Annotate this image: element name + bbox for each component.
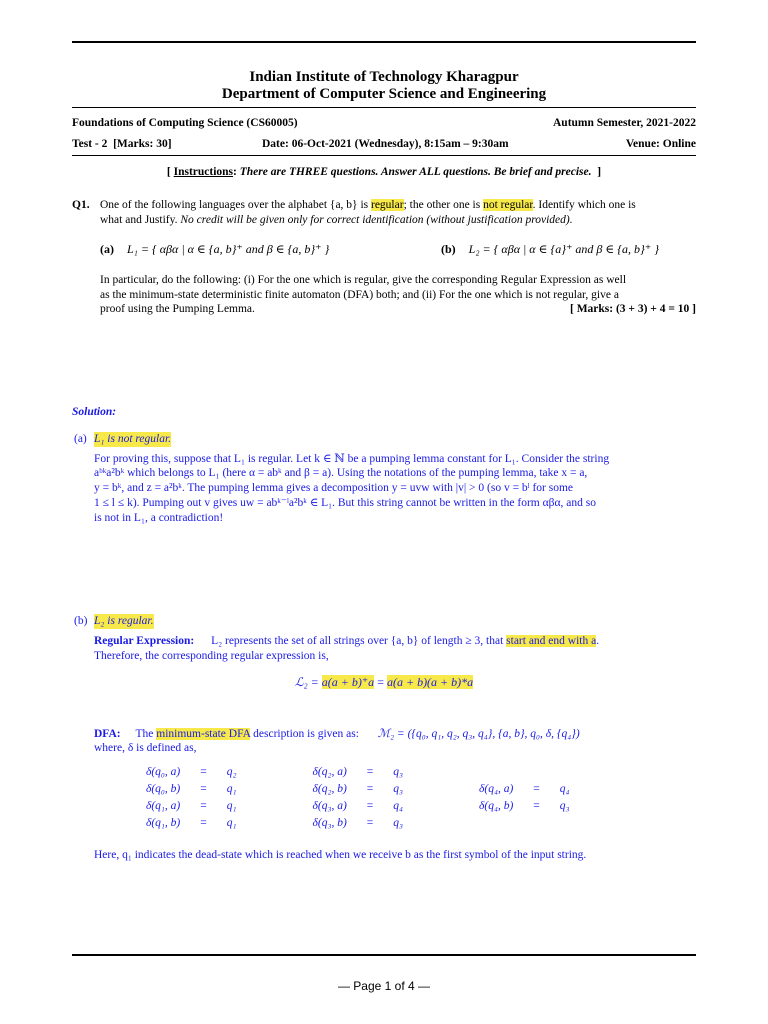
test-date: Date: 06-Oct-2021 (Wednesday), 8:15am – 9:30am — [262, 138, 509, 150]
delta-cell: = — [200, 817, 207, 829]
delta-cell: δ(q₂, a) — [312, 766, 347, 778]
language-l2: L₂ = { αβα | α ∈ {a}⁺ and β ∈ {a, b}⁺ } — [468, 242, 659, 256]
page-footer: — Page 1 of 4 — — [337, 979, 431, 993]
venue: Venue: Online — [625, 138, 696, 150]
delta-cell: = — [366, 800, 374, 812]
course-name: Foundations of Computing Science (CS60005) — [72, 117, 298, 129]
delta-cell: δ(q₁, b) — [146, 817, 181, 829]
delta-cell: = — [366, 783, 374, 795]
delta-cell: = — [200, 800, 207, 812]
department-title: Department of Computer Science and Engineering — [221, 86, 547, 102]
option-b: (b) L₂ = { αβα | α ∈ {a}⁺ and β ∈ {a, b}⁺ } — [441, 242, 659, 256]
delta-cell — [409, 764, 519, 781]
delta-cell — [519, 815, 554, 832]
solution-a-line-1: For proving this, suppose that L₁ is regular. Let k ∈ ℕ be a pumping lemma constant for L₁. Consider the string — [94, 453, 610, 465]
delta-cell: q₃ — [393, 783, 404, 795]
top-rule — [72, 41, 696, 43]
start-end-highlight: start and end with a — [506, 635, 597, 647]
dfa-line-1: DFA: The minimum-state DFA description is given as: ℳ₂ = ({q₀, q₁, q₂, q₃, q₄}, {a, b}, q₀, δ, {q₄}) — [94, 728, 580, 740]
delta-cell: = — [366, 817, 374, 829]
instructions-label: Instructions — [173, 166, 234, 178]
institute-title: Indian Institute of Technology Kharagpur — [249, 69, 519, 85]
delta-cell: q₂ — [226, 766, 237, 778]
option-a: (a) L₁ = { αβα | α ∈ {a, b}⁺ and β ∈ {a, b}⁺ } — [100, 242, 330, 256]
delta-row — [140, 815, 576, 832]
task-line-2: as the minimum-state deterministic finite automaton (DFA) both; and (ii) For the one which is not regular, give a — [100, 289, 619, 301]
delta-cell: q₁ — [226, 800, 237, 812]
delta-cell: q₃ — [393, 766, 404, 778]
solution-a-label: (a) — [74, 433, 87, 445]
delta-cell: = — [533, 800, 540, 812]
solution-a-line-5: is not in L₁, a contradiction! — [94, 512, 224, 524]
not-regular-highlight: not regular — [483, 199, 533, 211]
delta-cell: = — [200, 783, 207, 795]
delta-cell: q₄ — [559, 783, 570, 795]
semester: Autumn Semester, 2021-2022 — [553, 117, 696, 129]
delta-cell: = — [366, 766, 374, 778]
regex-formula-2: a(a + b)(a + b)*a — [386, 675, 474, 689]
delta-cell: q₁ — [226, 817, 237, 829]
delta-cell: = — [200, 766, 207, 778]
language-l1: L₁ = { αβα | α ∈ {a, b}⁺ and β ∈ {a, b}⁺ } — [127, 242, 330, 256]
delta-row — [140, 764, 576, 781]
regex-formula: ℒ₂ = a(a + b)⁺a = a(a + b)(a + b)*a — [294, 675, 474, 689]
delta-cell — [554, 764, 576, 781]
delta-row — [140, 781, 576, 798]
delta-cell: δ(q₀, a) — [146, 766, 181, 778]
delta-cell: δ(q₄, b) — [479, 800, 514, 812]
delta-cell: δ(q₃, b) — [312, 817, 347, 829]
min-dfa-highlight: minimum-state DFA — [156, 728, 251, 740]
solution-a-heading: L₁ is not regular. — [94, 433, 172, 445]
regular-highlight: regular — [371, 199, 404, 211]
solution-title: Solution: — [72, 406, 117, 418]
question-line-2: what and Justify. No credit will be given only for correct identification (without justification provided). — [100, 214, 573, 226]
course-rule — [72, 155, 696, 156]
regex-line-2: Therefore, the corresponding regular expression is, — [94, 650, 329, 662]
dfa-label: DFA: — [94, 728, 121, 740]
course-row — [72, 116, 696, 131]
task-line-1: In particular, do the following: (i) For the one which is regular, give the corresponding Regular Expression as well — [100, 274, 627, 286]
delta-cell — [409, 815, 519, 832]
delta-cell — [519, 764, 554, 781]
delta-cell: δ(q₃, a) — [312, 800, 347, 812]
instructions: [ Instructions: There are THREE questions. Answer ALL questions. Be brief and precise. ] — [166, 166, 602, 178]
delta-cell: q₃ — [559, 800, 570, 812]
delta-cell: = — [533, 783, 540, 795]
delta-cell — [554, 815, 576, 832]
delta-cell: δ(q₀, b) — [146, 783, 181, 795]
header-rule — [72, 107, 696, 108]
solution-b-heading: L₂ is regular. — [94, 615, 154, 627]
dfa-definition: ℳ₂ = ({q₀, q₁, q₂, q₃, q₄}, {a, b}, q₀, δ, {q₄}) — [377, 728, 580, 740]
delta-cell: δ(q₂, b) — [312, 783, 347, 795]
regex-formula-1: a(a + b)⁺a — [321, 675, 375, 689]
question-line-1: One of the following languages over the alphabet {a, b} is regular; the other one is not regular. Identify which one is — [100, 199, 636, 211]
marks: [ Marks: (3 + 3) + 4 = 10 ] — [569, 303, 696, 315]
dfa-line-2: where, δ is defined as, — [94, 742, 197, 754]
delta-cell: q₁ — [226, 783, 237, 795]
test-marks: Test - 2 [Marks: 30] — [72, 138, 172, 150]
delta-cell: δ(q₄, a) — [479, 783, 514, 795]
instructions-text: There are THREE questions. Answer ALL questions. Be brief and precise. — [239, 166, 592, 178]
regex-label: Regular Expression: — [94, 635, 195, 647]
dead-state-note: Here, q₁ indicates the dead-state which is reached when we receive b as the first symbol of the input string. — [94, 849, 587, 861]
delta-row — [140, 798, 576, 815]
test-row — [72, 137, 696, 152]
question-number: Q1. — [72, 199, 90, 211]
solution-a-line-2: aᵇᵏa²bᵏ which belongs to L₁ (here α = abᵏ and β = a). Using the notations of the pumping lemma, take x = a, — [94, 467, 588, 479]
regex-line-1: Regular Expression: L₂ represents the set of all strings over {a, b} of length ≥ 3, that start and end with a. — [94, 635, 600, 647]
solution-a-line-4: 1 ≤ l ≤ k). Pumping out v gives uw = abᵏ⁻ˡa²bᵏ ∈ L₁. But this string cannot be written in the form αβα, and so — [94, 497, 596, 509]
bottom-rule — [72, 954, 696, 956]
solution-b-label: (b) — [74, 615, 88, 627]
task-line-3: proof using the Pumping Lemma. [ Marks: (3 + 3) + 4 = 10 ] — [100, 303, 696, 315]
delta-table — [140, 764, 576, 832]
delta-cell: q₄ — [393, 800, 404, 812]
delta-cell: q₃ — [393, 817, 404, 829]
solution-a-line-3: y = bᵏ, and z = a²bᵏ. The pumping lemma gives a decomposition y = uvw with |v| > 0 (so v = bˡ for some — [94, 482, 574, 494]
delta-cell: δ(q₁, a) — [146, 800, 181, 812]
